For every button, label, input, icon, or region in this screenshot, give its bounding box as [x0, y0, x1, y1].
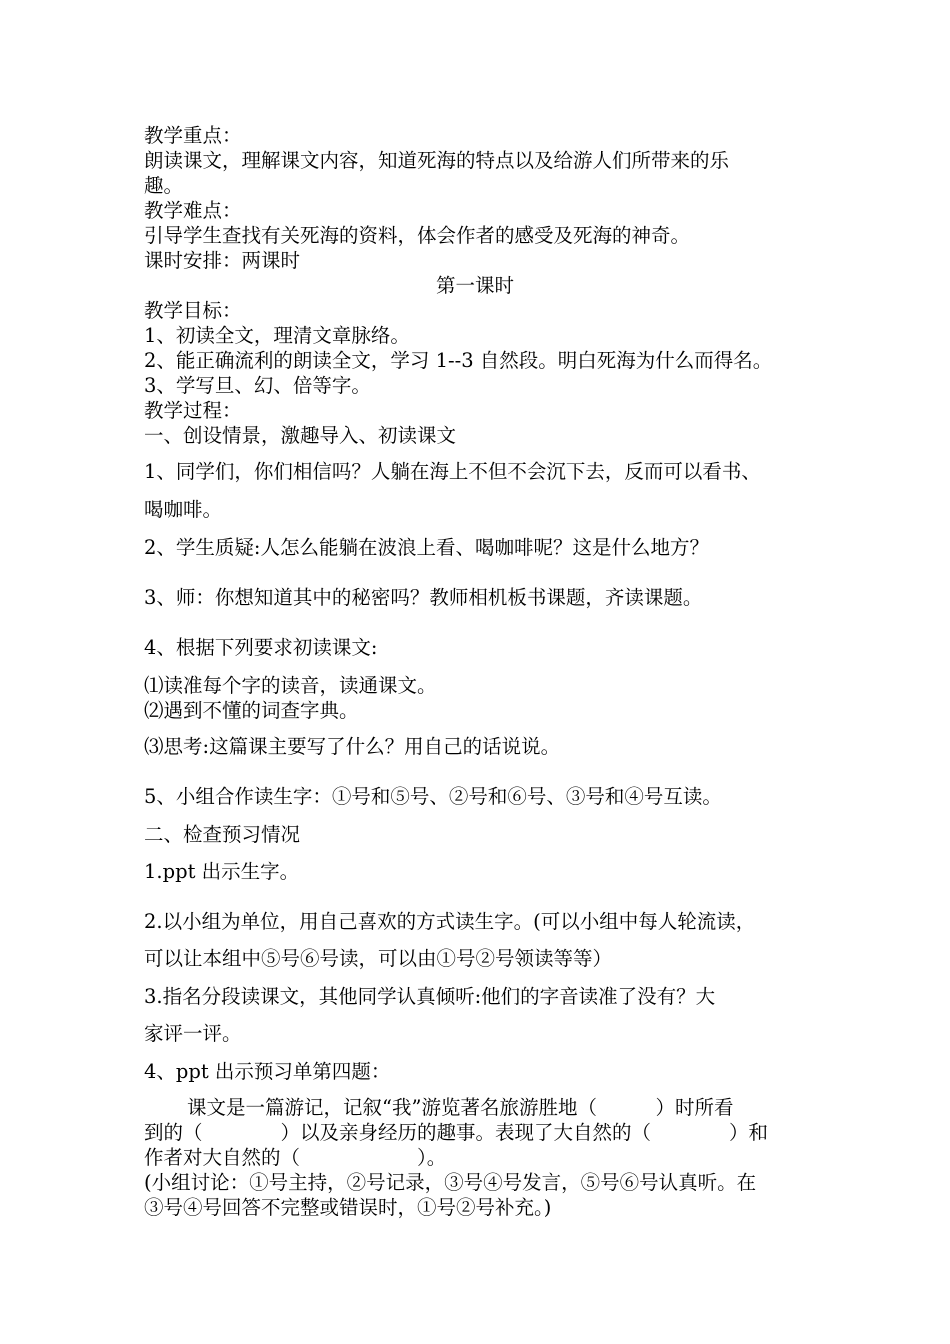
heading-process: 教学过程： [144, 399, 242, 422]
step-item: 喝咖啡。 [144, 498, 223, 521]
schedule-line: 课时安排：两课时 [144, 249, 301, 272]
fill-blank-line: 作者对大自然的（ ）。 [144, 1146, 447, 1169]
step-item: 1.ppt 出示生字。 [144, 860, 300, 883]
paragraph-line: 引导学生查找有关死海的资料，体会作者的感受及死海的神奇。 [144, 224, 691, 247]
section-title: 第一课时 [435, 274, 514, 297]
fill-blank-line: 课文是一篇游记，记叙“我”游览著名旅游胜地（ ）时所看 [187, 1096, 734, 1119]
sub-item: ⑵遇到不懂的词查字典。 [144, 699, 359, 722]
step-item: 可以让本组中⑤号⑥号读，可以由①号②号领读等等） [144, 947, 613, 970]
step-item: 2、学生质疑:人怎么能躺在波浪上看、喝咖啡呢？这是什么地方？ [144, 536, 709, 559]
sub-item: ⑶思考:这篇课主要写了什么？用自己的话说说。 [144, 735, 561, 758]
step-item: 5、小组合作读生字：①号和⑤号、②号和⑥号、③号和④号互读。 [144, 785, 722, 808]
heading-difficulties: 教学难点： [144, 199, 242, 222]
fill-blank-line: 到的（ ）以及亲身经历的趣事。表现了大自然的（ ）和 [144, 1121, 769, 1144]
step-heading: 一、创设情景，激趣导入、初读课文 [144, 424, 457, 447]
note-line: ③号④号回答不完整或错误时，①号②号补充。) [144, 1196, 552, 1219]
sub-item: ⑴读准每个字的读音，读通课文。 [144, 674, 437, 697]
heading-objectives: 教学目标： [144, 299, 242, 322]
step-item: 3.指名分段读课文，其他同学认真倾听:他们的字音读准了没有？大 [144, 985, 716, 1008]
step-item: 1、同学们，你们相信吗？人躺在海上不但不会沉下去，反而可以看书、 [144, 460, 761, 483]
paragraph-line: 趣。 [144, 174, 184, 197]
step-item: 2.以小组为单位，用自己喜欢的方式读生字。(可以小组中每人轮流读， [144, 910, 756, 933]
objective-item: 2、能正确流利的朗读全文，学习 1--3 自然段。明白死海为什么而得名。 [144, 349, 773, 372]
step-heading: 二、检查预习情况 [144, 823, 301, 846]
heading-key-points: 教学重点： [144, 124, 242, 147]
step-item: 4、根据下列要求初读课文: [144, 636, 378, 659]
note-line: (小组讨论：①号主持，②号记录，③号④号发言，⑤号⑥号认真听。在 [144, 1171, 757, 1194]
step-item: 4、ppt 出示预习单第四题： [144, 1060, 391, 1083]
step-item: 家评一评。 [144, 1022, 242, 1045]
step-item: 3、师：你想知道其中的秘密吗？教师相机板书课题，齐读课题。 [144, 586, 703, 609]
paragraph-line: 朗读课文，理解课文内容，知道死海的特点以及给游人们所带来的乐 [144, 149, 730, 172]
objective-item: 1、初读全文，理清文章脉络。 [144, 324, 410, 347]
objective-item: 3、学写旦、幻、倍等字。 [144, 374, 371, 397]
